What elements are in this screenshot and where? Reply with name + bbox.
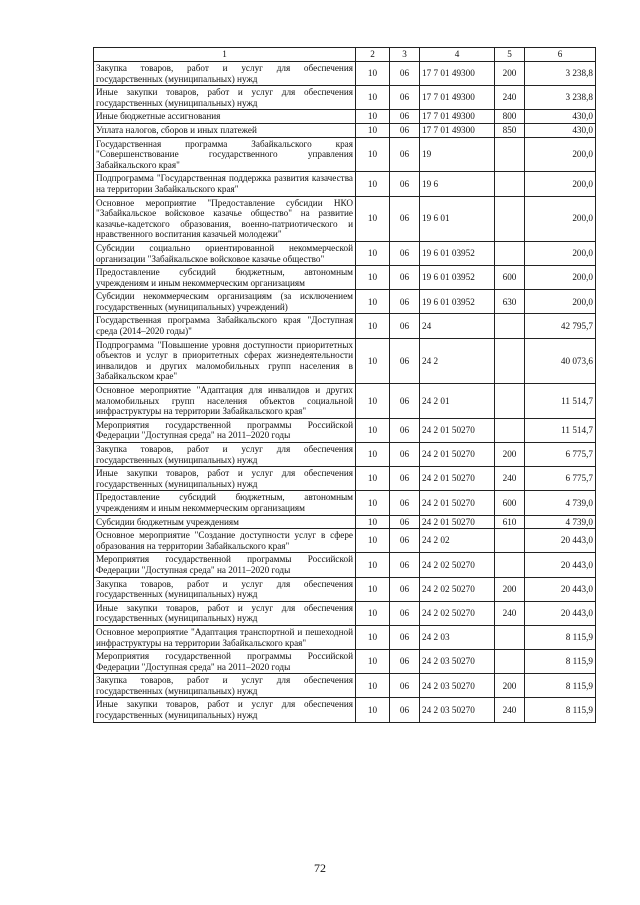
- table-row: [94, 62, 596, 86]
- cell-amount: 6 775,7: [525, 467, 596, 491]
- cell-name: Подпрограмма "Государственная поддержка развития казачества на территории Забайкальского края": [94, 172, 356, 196]
- table-row: [94, 384, 596, 419]
- cell-amount: 430,0: [525, 123, 596, 137]
- cell-target-article: 24 2 02 50270: [420, 553, 495, 577]
- cell-amount: 8 115,9: [525, 625, 596, 649]
- cell-target-article: 24 2: [420, 338, 495, 383]
- cell-amount: 40 073,6: [525, 338, 596, 383]
- cell-target-article: 24 2 02 50270: [420, 601, 495, 625]
- cell-target-article: 24 2 03 50270: [420, 698, 495, 722]
- cell-name: Субсидии бюджетным учреждениям: [94, 515, 356, 529]
- cell-target-article: 24 2 01 50270: [420, 491, 495, 515]
- cell-expense-type: [495, 196, 525, 241]
- cell-subsection: 06: [390, 86, 420, 110]
- cell-amount: 4 739,0: [525, 515, 596, 529]
- cell-target-article: 19 6 01 03952: [420, 241, 495, 265]
- cell-name: Субсидии некоммерческим организациям (за исключением государственных (муниципальных) учреждений): [94, 290, 356, 314]
- cell-section: 10: [356, 418, 390, 442]
- cell-expense-type: 240: [495, 467, 525, 491]
- cell-subsection: 06: [390, 123, 420, 137]
- cell-amount: 4 739,0: [525, 491, 596, 515]
- cell-subsection: 06: [390, 625, 420, 649]
- cell-amount: 430,0: [525, 110, 596, 124]
- cell-section: 10: [356, 577, 390, 601]
- cell-name: Основное мероприятие "Создание доступности услуг в сфере образования на территории Забайкальского края": [94, 529, 356, 553]
- cell-amount: 11 514,7: [525, 418, 596, 442]
- cell-subsection: 06: [390, 338, 420, 383]
- table-row: [94, 110, 596, 124]
- table-row: [94, 137, 596, 172]
- cell-name: Закупка товаров, работ и услуг для обеспечения государственных (муниципальных) нужд: [94, 443, 356, 467]
- cell-section: 10: [356, 123, 390, 137]
- cell-name: Мероприятия государственной программы Российской Федерации "Доступная среда" на 2011–2020 годы: [94, 418, 356, 442]
- cell-expense-type: [495, 650, 525, 674]
- cell-target-article: 24 2 01 50270: [420, 515, 495, 529]
- cell-amount: 200,0: [525, 266, 596, 290]
- cell-target-article: 19 6 01: [420, 196, 495, 241]
- cell-name: Государственная программа Забайкальского края "Совершенствование государственного управления Забайкальского края": [94, 137, 356, 172]
- cell-section: 10: [356, 443, 390, 467]
- cell-target-article: 19 6 01 03952: [420, 266, 495, 290]
- document-page: [93, 47, 595, 723]
- cell-section: 10: [356, 290, 390, 314]
- cell-section: 10: [356, 467, 390, 491]
- cell-section: 10: [356, 625, 390, 649]
- table-row: [94, 123, 596, 137]
- cell-name: Иные закупки товаров, работ и услуг для обеспечения государственных (муниципальных) нужд: [94, 698, 356, 722]
- cell-subsection: 06: [390, 698, 420, 722]
- cell-amount: 8 115,9: [525, 674, 596, 698]
- table-body: [94, 62, 596, 723]
- cell-target-article: 24: [420, 314, 495, 338]
- cell-name: Иные бюджетные ассигнования: [94, 110, 356, 124]
- cell-section: 10: [356, 137, 390, 172]
- cell-amount: 8 115,9: [525, 698, 596, 722]
- cell-subsection: 06: [390, 491, 420, 515]
- cell-amount: 200,0: [525, 137, 596, 172]
- header-col-3: 3: [390, 48, 420, 62]
- cell-section: 10: [356, 491, 390, 515]
- table-row: [94, 241, 596, 265]
- header-col-1: 1: [94, 48, 356, 62]
- cell-expense-type: [495, 625, 525, 649]
- cell-section: 10: [356, 650, 390, 674]
- cell-expense-type: 630: [495, 290, 525, 314]
- budget-table: [93, 47, 596, 723]
- cell-name: Государственная программа Забайкальского края "Доступная среда (2014–2020 годы)": [94, 314, 356, 338]
- table-row: [94, 553, 596, 577]
- cell-target-article: 24 2 01 50270: [420, 418, 495, 442]
- table-row: [94, 625, 596, 649]
- cell-amount: 200,0: [525, 290, 596, 314]
- cell-expense-type: 610: [495, 515, 525, 529]
- cell-name: Уплата налогов, сборов и иных платежей: [94, 123, 356, 137]
- cell-subsection: 06: [390, 314, 420, 338]
- cell-expense-type: [495, 418, 525, 442]
- cell-expense-type: 240: [495, 698, 525, 722]
- cell-expense-type: 850: [495, 123, 525, 137]
- cell-section: 10: [356, 553, 390, 577]
- page-number: 72: [314, 861, 326, 875]
- cell-name: Закупка товаров, работ и услуг для обеспечения государственных (муниципальных) нужд: [94, 62, 356, 86]
- cell-subsection: 06: [390, 196, 420, 241]
- cell-name: Закупка товаров, работ и услуг для обеспечения государственных (муниципальных) нужд: [94, 674, 356, 698]
- cell-expense-type: 240: [495, 86, 525, 110]
- cell-name: Иные закупки товаров, работ и услуг для обеспечения государственных (муниципальных) нужд: [94, 601, 356, 625]
- cell-name: Подпрограмма "Повышение уровня доступности приоритетных объектов и услуг в приоритетных сферах жизнедеятельности инвалидов и других маломобильных групп населения в Забайкальском крае": [94, 338, 356, 383]
- cell-section: 10: [356, 172, 390, 196]
- cell-expense-type: 240: [495, 601, 525, 625]
- cell-expense-type: 600: [495, 491, 525, 515]
- cell-section: 10: [356, 698, 390, 722]
- cell-expense-type: [495, 553, 525, 577]
- table-row: [94, 674, 596, 698]
- table-row: [94, 196, 596, 241]
- cell-subsection: 06: [390, 266, 420, 290]
- cell-target-article: 17 7 01 49300: [420, 62, 495, 86]
- table-row: [94, 314, 596, 338]
- cell-subsection: 06: [390, 601, 420, 625]
- cell-subsection: 06: [390, 290, 420, 314]
- cell-name: Предоставление субсидий бюджетным, автономным учреждениям и иным некоммерческим организациям: [94, 491, 356, 515]
- table-row: [94, 338, 596, 383]
- cell-name: Иные закупки товаров, работ и услуг для обеспечения государственных (муниципальных) нужд: [94, 86, 356, 110]
- cell-section: 10: [356, 241, 390, 265]
- cell-name: Субсидии социально ориентированной некоммерческой организации "Забайкальское войсковое казачье общество": [94, 241, 356, 265]
- cell-target-article: 17 7 01 49300: [420, 110, 495, 124]
- table-row: [94, 418, 596, 442]
- cell-subsection: 06: [390, 137, 420, 172]
- header-col-5: 5: [495, 48, 525, 62]
- cell-subsection: 06: [390, 62, 420, 86]
- cell-expense-type: [495, 529, 525, 553]
- cell-section: 10: [356, 62, 390, 86]
- cell-target-article: 19: [420, 137, 495, 172]
- cell-name: Основное мероприятие "Предоставление субсидии НКО "Забайкальское войсковое казачье общество" на развитие казачье-кадетского образования, военно-патриотического и нравственного воспитания казачьей молодежи": [94, 196, 356, 241]
- cell-section: 10: [356, 529, 390, 553]
- cell-target-article: 24 2 02 50270: [420, 577, 495, 601]
- table-row: [94, 529, 596, 553]
- cell-target-article: 24 2 01 50270: [420, 467, 495, 491]
- cell-expense-type: [495, 384, 525, 419]
- header-col-4: 4: [420, 48, 495, 62]
- cell-target-article: 17 7 01 49300: [420, 123, 495, 137]
- cell-expense-type: [495, 314, 525, 338]
- cell-name: Закупка товаров, работ и услуг для обеспечения государственных (муниципальных) нужд: [94, 577, 356, 601]
- cell-amount: 200,0: [525, 241, 596, 265]
- cell-expense-type: [495, 137, 525, 172]
- cell-subsection: 06: [390, 515, 420, 529]
- cell-subsection: 06: [390, 529, 420, 553]
- cell-subsection: 06: [390, 241, 420, 265]
- cell-subsection: 06: [390, 384, 420, 419]
- cell-target-article: 24 2 01: [420, 384, 495, 419]
- cell-amount: 200,0: [525, 196, 596, 241]
- cell-amount: 20 443,0: [525, 601, 596, 625]
- table-row: [94, 650, 596, 674]
- table-row: [94, 698, 596, 722]
- cell-name: Основное мероприятие "Адаптация транспортной и пешеходной инфраструктуры на территории Забайкальского края": [94, 625, 356, 649]
- cell-target-article: 17 7 01 49300: [420, 86, 495, 110]
- table-row: [94, 577, 596, 601]
- cell-target-article: 24 2 03: [420, 625, 495, 649]
- cell-expense-type: 200: [495, 62, 525, 86]
- cell-target-article: 19 6: [420, 172, 495, 196]
- cell-target-article: 24 2 01 50270: [420, 443, 495, 467]
- header-col-2: 2: [356, 48, 390, 62]
- cell-amount: 3 238,8: [525, 86, 596, 110]
- cell-expense-type: [495, 338, 525, 383]
- cell-subsection: 06: [390, 650, 420, 674]
- header-col-6: 6: [525, 48, 596, 62]
- cell-section: 10: [356, 601, 390, 625]
- cell-expense-type: 800: [495, 110, 525, 124]
- table-row: [94, 491, 596, 515]
- cell-amount: 42 795,7: [525, 314, 596, 338]
- cell-name: Предоставление субсидий бюджетным, автономным учреждениям и иным некоммерческим организациям: [94, 266, 356, 290]
- cell-name: Мероприятия государственной программы Российской Федерации "Доступная среда" на 2011–2020 годы: [94, 553, 356, 577]
- table-header-row: [94, 48, 596, 62]
- cell-section: 10: [356, 266, 390, 290]
- cell-target-article: 24 2 03 50270: [420, 650, 495, 674]
- cell-amount: 11 514,7: [525, 384, 596, 419]
- cell-target-article: 24 2 03 50270: [420, 674, 495, 698]
- cell-subsection: 06: [390, 172, 420, 196]
- cell-name: Иные закупки товаров, работ и услуг для обеспечения государственных (муниципальных) нужд: [94, 467, 356, 491]
- cell-expense-type: [495, 241, 525, 265]
- table-row: [94, 172, 596, 196]
- cell-section: 10: [356, 110, 390, 124]
- cell-expense-type: [495, 172, 525, 196]
- cell-section: 10: [356, 86, 390, 110]
- cell-section: 10: [356, 338, 390, 383]
- cell-subsection: 06: [390, 418, 420, 442]
- cell-section: 10: [356, 314, 390, 338]
- table-row: [94, 290, 596, 314]
- cell-section: 10: [356, 515, 390, 529]
- cell-name: Мероприятия государственной программы Российской Федерации "Доступная среда" на 2011–2020 годы: [94, 650, 356, 674]
- cell-target-article: 19 6 01 03952: [420, 290, 495, 314]
- cell-subsection: 06: [390, 110, 420, 124]
- cell-target-article: 24 2 02: [420, 529, 495, 553]
- cell-name: Основное мероприятие "Адаптация для инвалидов и других маломобильных групп населения объектов социальной инфраструктуры на территории Забайкальского края": [94, 384, 356, 419]
- cell-amount: 20 443,0: [525, 577, 596, 601]
- cell-amount: 6 775,7: [525, 443, 596, 467]
- table-row: [94, 601, 596, 625]
- table-row: [94, 515, 596, 529]
- cell-subsection: 06: [390, 577, 420, 601]
- cell-expense-type: 600: [495, 266, 525, 290]
- cell-section: 10: [356, 674, 390, 698]
- table-row: [94, 443, 596, 467]
- cell-amount: 8 115,9: [525, 650, 596, 674]
- cell-amount: 200,0: [525, 172, 596, 196]
- cell-expense-type: 200: [495, 443, 525, 467]
- cell-subsection: 06: [390, 674, 420, 698]
- cell-expense-type: 200: [495, 577, 525, 601]
- cell-amount: 20 443,0: [525, 553, 596, 577]
- cell-subsection: 06: [390, 443, 420, 467]
- table-row: [94, 86, 596, 110]
- table-row: [94, 266, 596, 290]
- cell-expense-type: 200: [495, 674, 525, 698]
- cell-amount: 3 238,8: [525, 62, 596, 86]
- cell-amount: 20 443,0: [525, 529, 596, 553]
- cell-section: 10: [356, 384, 390, 419]
- cell-section: 10: [356, 196, 390, 241]
- cell-subsection: 06: [390, 553, 420, 577]
- cell-subsection: 06: [390, 467, 420, 491]
- table-row: [94, 467, 596, 491]
